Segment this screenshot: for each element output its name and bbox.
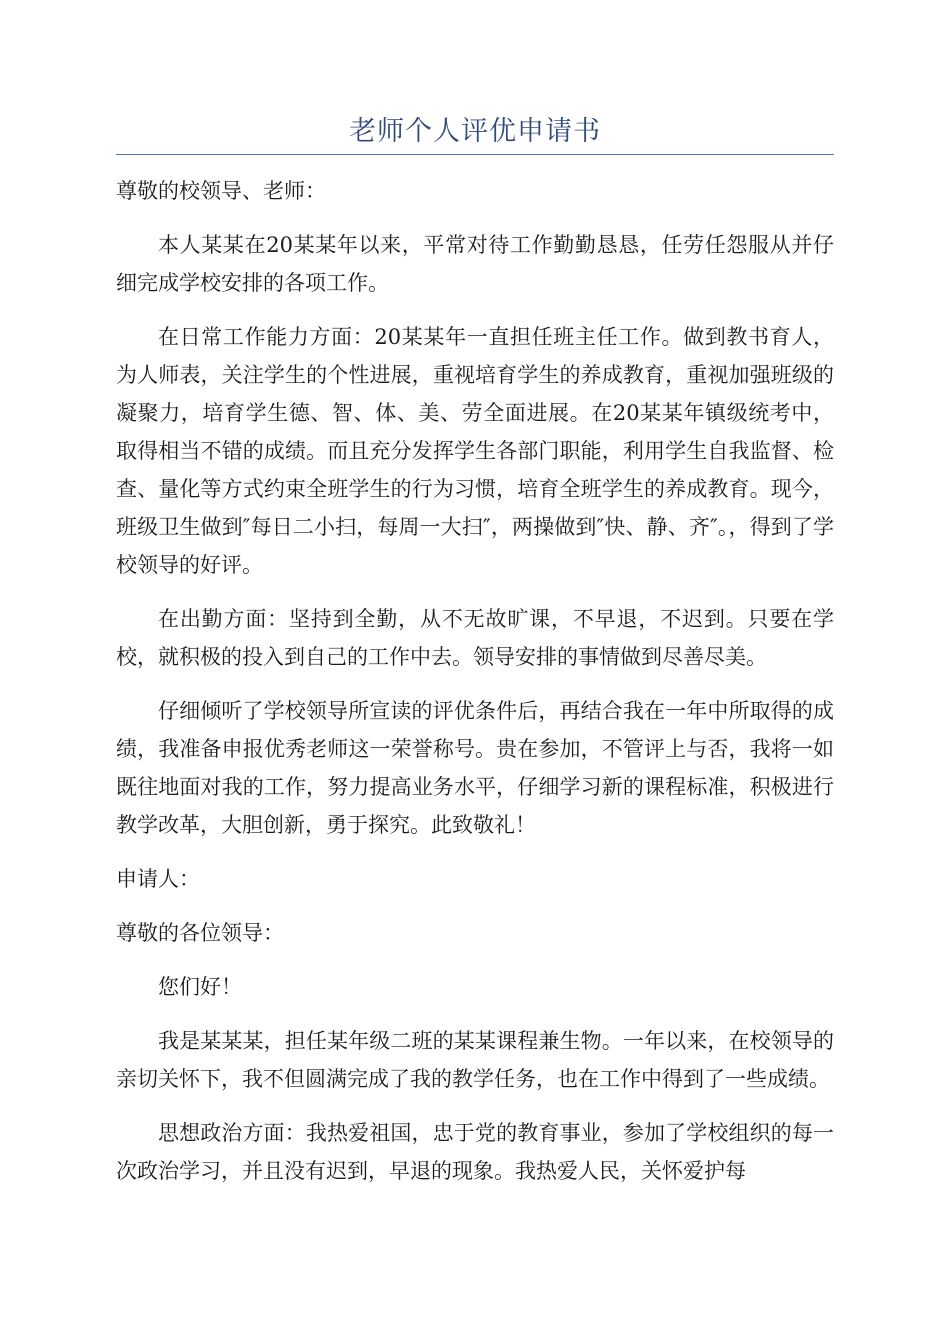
- document-title: 老师个人评优申请书: [349, 116, 601, 147]
- paragraph-introduction: 本人某某在20某某年以来，平常对待工作勤勤恳恳，任劳任怨服从并仔细完成学校安排的各项工作。: [116, 233, 834, 295]
- paragraph-self-intro: 我是某某某，担任某年级二班的某某课程兼生物。一年以来，在校领导的亲切关怀下，我不但圆满完成了我的教学任务，也在工作中得到了一些成绩。: [116, 1029, 834, 1091]
- paragraph-application: 仔细倾听了学校领导所宣读的评优条件后，再结合我在一年中所取得的成绩，我准备申报优秀老师这一荣誉称号。贵在参加，不管评上与否，我将一如既往地面对我的工作，努力提高业务水平，仔细学习新的课程标准，积极进行教学改革，大胆创新，勇于探究。此致敬礼！: [116, 699, 834, 837]
- paragraph-political-thought: 思想政治方面：我热爱祖国，忠于党的教育事业，参加了学校组织的每一次政治学习，并且没有迟到，早退的现象。我热爱人民，关怀爱护每: [116, 1121, 834, 1183]
- paragraph-work-ability: 在日常工作能力方面：20某某年一直担任班主任工作。做到教书育人，为人师表，关注学生的个性进展，重视培育学生的养成教育，重视加强班级的凝聚力，培育学生德、智、体、美、劳全面进展。在20某某年镇级统考中，取得相当不错的成绩。而且充分发挥学生各部门职能，利用学生自我监督、检查、量化等方式约束全班学生的行为习惯，培育全班学生的养成教育。现今，班级卫生做到″每日二小扫，每周一大扫″，两操做到″快、静、齐″。，得到了学校领导的好评。: [116, 325, 834, 577]
- greeting: 您们好！: [158, 975, 242, 999]
- salutation-leaders: 尊敬的各位领导：: [116, 921, 284, 945]
- salutation-school-leaders: 尊敬的校领导、老师：: [116, 179, 326, 203]
- title-underline: [116, 154, 834, 155]
- applicant-label: 申请人：: [116, 867, 200, 891]
- document-body: [116, 172, 834, 1206]
- paragraph-attendance: 在出勤方面：坚持到全勤，从不无故旷课，不早退，不迟到。只要在学校，就积极的投入到自己的工作中去。领导安排的事情做到尽善尽美。: [116, 607, 834, 669]
